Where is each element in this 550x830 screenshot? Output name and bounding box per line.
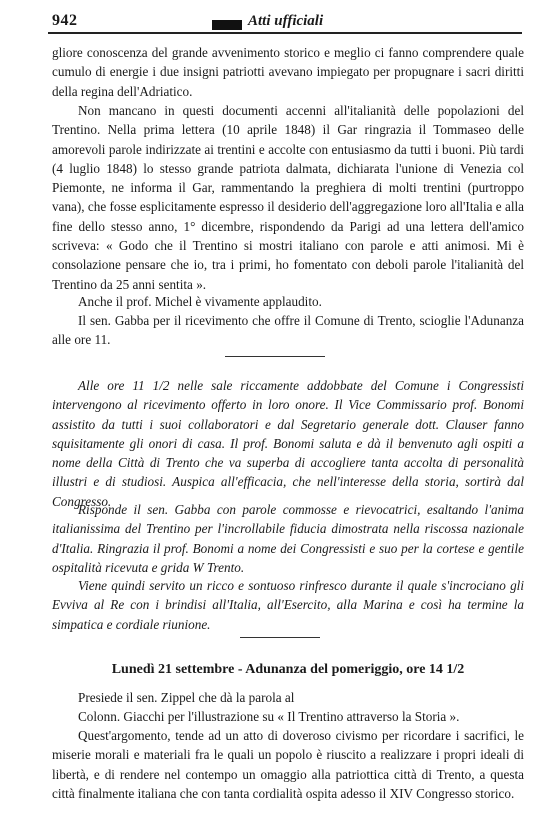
paragraph-speaker: Colonn. Giacchi per l'illustrazione su « Il Trentino attraverso la Storia ». xyxy=(78,709,460,724)
paragraph-reply: Risponde il sen. Gabba con parole commosse e rievocatrici, esaltando l'anima italianissima del Trentino per l'incrollabile fiducia dimostrata nella riscossa nazionale d'Italia. Ringrazia il prof. Bonomi a nome dei Congressisti e suo per la cortese e gentile ospitalità ricevuta e grida W Trento. xyxy=(52,502,524,575)
paragraph-chair: Presiede il sen. Zippel che dà la parola al xyxy=(78,690,295,705)
header-rule xyxy=(48,32,522,34)
ink-blot xyxy=(212,20,242,30)
paragraph-continuation: gliore conoscenza del grande avvenimento storico e meglio ci fanno comprendere quale cumulo di energie i due insigni patriotti avevano impiegato per propugnare i sacri diritti della regina dell'Adriatico. xyxy=(52,45,524,99)
section-separator xyxy=(225,356,325,357)
page-number: 942 xyxy=(52,12,78,29)
paragraph-refreshment: Viene quindi servito un ricco e sontuoso rinfresco durante il quale s'incrociano gli Evviva al Re con i brindisi all'Italia, all'Esercito, alla Marina e così ha termine la simpatica e cordiale riunione. xyxy=(52,578,524,632)
section-heading: Lunedì 21 settembre - Adunanza del pomeriggio, ore 14 1/2 xyxy=(111,662,465,677)
paragraph-adjournment: Il sen. Gabba per il ricevimento che offre il Comune di Trento, scioglie l'Adunanza alle ore 11. xyxy=(52,313,524,348)
running-title: Atti ufficiali xyxy=(248,13,324,29)
paragraph-italianita: Non mancano in questi documenti accenni all'italianità delle popolazioni del Trentino. Nella prima lettera (10 aprile 1848) il Gar ringrazia il Tommaseo delle amorevoli parole indirizzate ai trentini e accolte con entusiasmo da tutti i buoni. Più tardi (4 luglio 1848) lo stesso grande patriota dalmata, dichiarata l'unione di Venezia col Piemonte, ne informa il Gar, rammentando la preghiera di molti trentini (purtroppo vana), che fosse esplicitamente espresso il desiderio dell'aggregazione loro all'Italia e alla fine dello stesso anno, 1° dicembre, rispondendo da Parigi ad una lettera dell'amico scriveva: « Godo che il Trentino si mostri italiano con parole e atti animosi. Mi è consolazione pensare che io, tra i primi, ho fomentato con deboli parole l'italianità del Trentino da 25 anni sentita ». xyxy=(52,103,524,292)
section-separator xyxy=(240,637,320,638)
paragraph-reception: Alle ore 11 1/2 nelle sale riccamente addobbate del Comune i Congressisti intervengono al ricevimento offerto in loro onore. Il Vice Commissario prof. Bonomi assistito da tutti i suoi collaboratori e dal Segretario generale dott. Clauser fanno squisitamente gli onori di casa. Il prof. Bonomi saluta e dà il benvenuto agli ospiti a nome della Città di Trento che va superba di accogliere tanta accolta di personalità illustri e di studiosi. Auspica all'efficacia, che nell'interesse della storia, sortirà dal Congresso. xyxy=(52,378,524,509)
paragraph-applause: Anche il prof. Michel è vivamente applaudito. xyxy=(78,294,322,309)
paragraph-argument: Quest'argomento, tende ad un atto di doveroso civismo per ricordare i sacrifici, le miserie morali e materiali fra le quali un popolo è riuscito a realizzare i propri ideali di libertà, e di rendere nel contempo un omaggio alla patriottica città di Trento, a questa città finalmente italiana che con tanta cordialità ospita adesso il XIV Congresso storico. xyxy=(52,728,524,801)
